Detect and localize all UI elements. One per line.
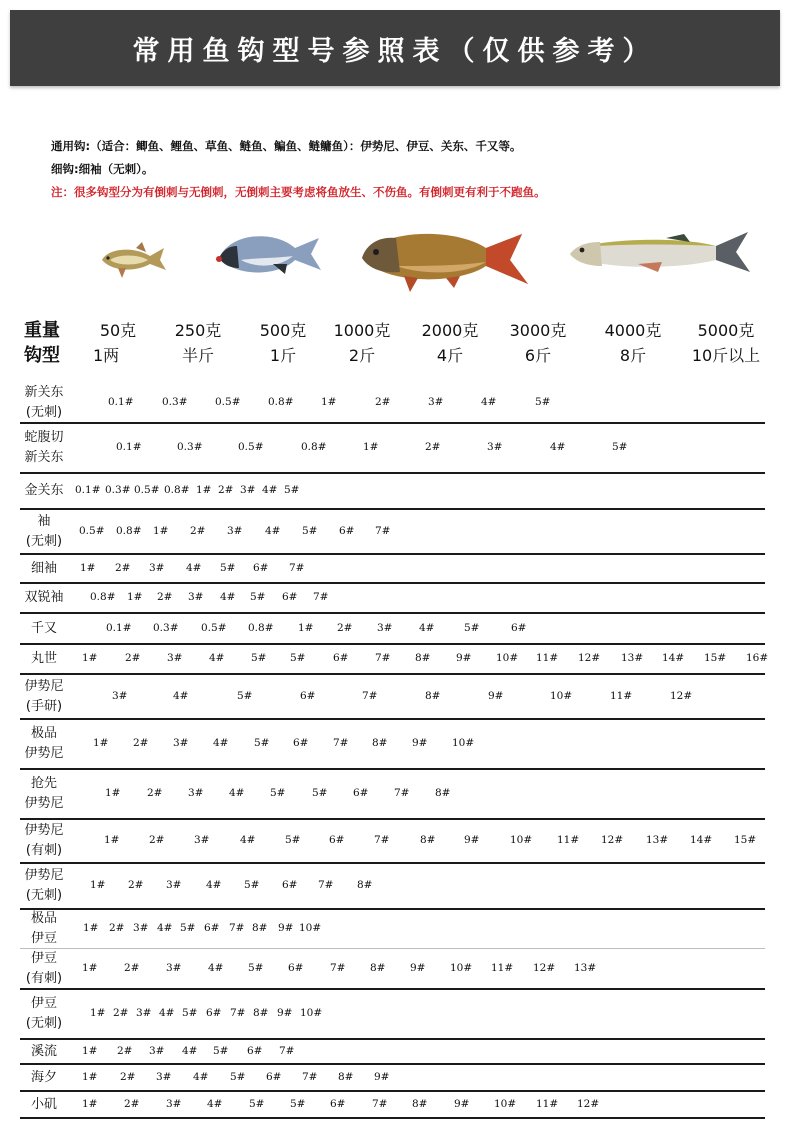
hook-size-cell: 6# — [329, 834, 345, 846]
hook-size-cell: 10# — [299, 922, 322, 934]
hook-size-cell: 12# — [578, 652, 601, 664]
hook-size-cell: 5# — [312, 787, 328, 799]
title-banner — [10, 10, 780, 86]
hook-type-label: 伊豆 — [30, 931, 57, 946]
hook-size-cell: 6# — [266, 1070, 282, 1083]
row-divider — [20, 673, 765, 675]
hook-size-cell: 7# — [375, 652, 391, 664]
hook-size-cell: 2# — [149, 834, 165, 846]
hook-size-cell: 8# — [420, 834, 436, 846]
hook-size-cell: 1# — [80, 561, 96, 574]
hook-type-label: 千又 — [30, 620, 57, 636]
hook-size-cell: 1# — [105, 787, 121, 799]
hook-size-cell: 3# — [166, 1097, 182, 1110]
hook-size-cell: 5# — [249, 1097, 265, 1110]
hook-type-name — [20, 1042, 68, 1062]
hook-size-cell: 5# — [237, 689, 253, 702]
hook-type-label: (无刺) — [25, 533, 63, 549]
hook-type-name — [20, 512, 68, 552]
hook-type-label: (有刺) — [25, 971, 63, 986]
hook-type-label: 丸世 — [30, 651, 57, 666]
hook-size-cell: 1# — [82, 1070, 98, 1083]
row-divider — [20, 582, 765, 584]
row-divider — [20, 508, 765, 510]
weight-jin: 10斤以上 — [691, 346, 761, 365]
hook-type-name — [20, 481, 68, 501]
hook-size-cell: 7# — [375, 524, 391, 537]
hook-size-cell: 3# — [377, 621, 393, 634]
hook-size-cell: 5# — [180, 922, 196, 934]
hook-size-cell: 10# — [300, 1007, 323, 1019]
hook-size-cell: 11# — [536, 1097, 559, 1110]
hook-size-cell: 3# — [188, 787, 204, 799]
hook-size-cell: 15# — [704, 652, 727, 664]
hook-type-label: 伊势尼 — [24, 868, 64, 883]
hook-size-cell: 3# — [166, 962, 182, 974]
hook-type-name — [20, 649, 68, 669]
note-general-hooks: 通用钩:（适合：鲫鱼、鲤鱼、草鱼、鲢鱼、鳊鱼、鲢鳙鱼）：伊势尼、伊豆、关东、千又等。 — [51, 139, 522, 153]
hook-size-cell: 6# — [288, 962, 304, 974]
hook-type-name — [20, 428, 68, 468]
hook-type-name — [20, 949, 68, 989]
row-divider — [20, 422, 765, 424]
hook-type-name — [20, 821, 68, 861]
hook-size-cell: 6# — [330, 1097, 346, 1110]
weight-column — [418, 318, 482, 368]
hook-size-cell: 5# — [250, 591, 266, 603]
hook-size-cell: 0.5# — [134, 484, 160, 496]
hook-size-cell: 0.8# — [164, 484, 190, 496]
weight-jin: 半斤 — [181, 346, 214, 365]
hook-size-cell: 1# — [82, 1097, 98, 1110]
hook-type-label: 新关东 — [24, 385, 64, 400]
hook-size-cell: 1# — [93, 737, 109, 749]
row-divider — [20, 1038, 765, 1040]
hook-size-cell: 4# — [550, 441, 566, 453]
weight-jin: 1两 — [93, 346, 120, 365]
hook-size-cell: 8# — [412, 1097, 428, 1110]
hook-size-cell: 6# — [333, 652, 349, 664]
hook-size-cell: 10# — [452, 737, 475, 749]
hook-type-name — [20, 1095, 68, 1115]
hook-type-name — [20, 724, 68, 764]
hook-size-cell: 6# — [353, 787, 369, 799]
hook-size-cell: 6# — [511, 621, 527, 634]
hook-size-cell: 0.5# — [215, 396, 241, 408]
hook-size-cell: 12# — [533, 962, 556, 974]
hook-size-cell: 3# — [487, 441, 503, 453]
weight-column — [93, 318, 143, 368]
weight-column — [506, 318, 570, 368]
hook-size-cell: 9# — [374, 1070, 390, 1083]
hook-type-label: (无刺) — [25, 405, 63, 420]
hook-size-cell: 10# — [450, 962, 473, 974]
hook-type-label: 伊势尼 — [24, 796, 64, 811]
hook-type-label: (无刺) — [25, 888, 63, 903]
row-divider — [20, 768, 765, 770]
hook-type-label: 双锐袖 — [24, 590, 64, 605]
hook-size-cell: 2# — [425, 441, 441, 453]
hook-type-label: 伊豆 — [30, 951, 57, 966]
hook-size-cell: 8# — [357, 879, 373, 891]
hook-size-cell: 3# — [136, 1007, 152, 1019]
hook-size-cell: 4# — [157, 922, 173, 934]
hook-size-cell: 5# — [248, 962, 264, 974]
weight-column — [256, 318, 310, 368]
hook-size-cell: 4# — [240, 834, 256, 846]
hook-type-label: 溪流 — [30, 1043, 57, 1059]
hook-size-cell: 2# — [115, 561, 131, 574]
hook-size-cell: 4# — [229, 787, 245, 799]
hook-type-name — [20, 559, 68, 579]
common-carp-image — [356, 222, 532, 294]
hook-type-name — [20, 909, 68, 949]
hook-size-cell: 7# — [394, 787, 410, 799]
hook-size-cell: 2# — [125, 652, 141, 664]
hook-size-cell: 0.5# — [79, 524, 105, 537]
hook-size-cell: 2# — [120, 1070, 136, 1083]
hook-size-cell: 10# — [496, 652, 519, 664]
hook-size-cell: 2# — [157, 591, 173, 603]
hook-size-cell: 5# — [182, 1007, 198, 1019]
hook-size-cell: 9# — [464, 834, 480, 846]
hook-size-cell: 13# — [621, 652, 644, 664]
hook-size-cell: 7# — [372, 1097, 388, 1110]
hook-size-cell: 5# — [285, 834, 301, 846]
hook-size-cell: 5# — [220, 561, 236, 574]
weight-column — [600, 318, 666, 368]
weight-grams: 50克 — [99, 321, 137, 340]
hook-size-cell: 0.5# — [201, 621, 227, 634]
hook-size-cell: 9# — [277, 1007, 293, 1019]
hook-size-cell: 6# — [300, 689, 316, 702]
hook-size-cell: 12# — [670, 689, 693, 702]
hook-size-cell: 5# — [535, 396, 551, 408]
hook-size-cell: 11# — [491, 962, 514, 974]
row-divider — [20, 1063, 765, 1065]
hook-size-cell: 3# — [112, 689, 128, 702]
hook-size-cell: 8# — [435, 787, 451, 799]
hook-size-cell: 10# — [510, 834, 533, 846]
hook-size-cell: 5# — [290, 1097, 306, 1110]
hook-size-cell: 5# — [251, 652, 267, 664]
hook-size-cell: 9# — [454, 1097, 470, 1110]
weight-jin: 2斤 — [348, 346, 376, 365]
row-divider — [20, 1090, 765, 1092]
hook-size-cell: 2# — [147, 787, 163, 799]
hook-size-cell: 4# — [265, 524, 281, 537]
hook-size-cell: 7# — [362, 689, 378, 702]
hook-size-cell: 3# — [133, 922, 149, 934]
hook-type-name — [20, 383, 68, 423]
hook-size-cell: 6# — [247, 1044, 263, 1057]
hook-size-cell: 0.3# — [153, 621, 179, 634]
notes-section — [51, 135, 546, 204]
hook-size-cell: 3# — [149, 1044, 165, 1057]
weight-grams: 3000克 — [509, 321, 567, 340]
hook-size-cell: 5# — [284, 484, 300, 496]
weight-grams: 250克 — [174, 321, 222, 340]
hook-size-cell: 9# — [456, 652, 472, 664]
weight-jin: 8斤 — [619, 346, 647, 365]
row-divider — [20, 553, 765, 555]
hook-size-cell: 7# — [289, 561, 305, 574]
hook-size-cell: 7# — [318, 879, 334, 891]
hook-size-cell: 5# — [270, 787, 286, 799]
hook-size-cell: 14# — [690, 834, 713, 846]
row-divider — [20, 948, 765, 949]
row-divider — [20, 818, 765, 820]
hook-type-name — [20, 774, 68, 814]
hook-type-label: (有刺) — [25, 843, 63, 858]
hook-size-cell: 1# — [196, 484, 212, 496]
hook-size-cell: 3# — [166, 879, 182, 891]
hook-type-name — [20, 619, 68, 639]
hook-type-name — [20, 1068, 68, 1088]
hook-type-label: 钩型 — [24, 345, 60, 366]
hook-size-cell: 4# — [182, 1044, 198, 1057]
hook-size-cell: 4# — [209, 652, 225, 664]
hook-size-cell: 2# — [128, 879, 144, 891]
hook-size-cell: 15# — [734, 834, 757, 846]
hook-size-cell: 0.8# — [90, 591, 116, 603]
hook-size-cell: 5# — [612, 441, 628, 453]
weight-jin: 6斤 — [524, 346, 552, 365]
hook-size-cell: 1# — [82, 652, 98, 664]
hook-type-label: 极品 — [30, 726, 57, 741]
hook-size-cell: 4# — [419, 621, 435, 634]
hook-size-cell: 2# — [117, 1044, 133, 1057]
hook-size-cell: 0.3# — [162, 396, 188, 408]
hook-size-cell: 1# — [127, 591, 143, 603]
row-divider — [20, 643, 765, 645]
weight-grams: 2000克 — [421, 321, 479, 340]
hook-size-cell: 5# — [213, 1044, 229, 1057]
hook-size-cell: 0.3# — [105, 484, 131, 496]
hook-size-cell: 0.1# — [75, 484, 101, 496]
hook-type-label: 海夕 — [30, 1069, 57, 1085]
hook-type-label: 细袖 — [30, 560, 57, 576]
hook-size-cell: 1# — [321, 396, 337, 408]
hook-size-cell: 2# — [375, 396, 391, 408]
row-divider — [20, 612, 765, 614]
hook-type-label: 袖 — [37, 513, 51, 529]
hook-size-cell: 1# — [90, 1007, 106, 1019]
hook-size-cell: 2# — [190, 524, 206, 537]
hook-size-cell: 7# — [302, 1070, 318, 1083]
hook-type-label: 蛇腹切 — [24, 430, 64, 445]
hook-size-cell: 11# — [536, 652, 559, 664]
hook-size-cell: 0.1# — [106, 621, 132, 634]
hook-size-cell: 11# — [557, 834, 580, 846]
weight-header — [0, 318, 790, 370]
hook-size-cell: 1# — [298, 621, 314, 634]
hook-size-cell: 0.8# — [248, 621, 274, 634]
page-title: 常用鱼钩型号参照表（仅供参考） — [132, 35, 658, 67]
hook-type-label: 伊豆 — [30, 996, 57, 1011]
hook-size-cell: 7# — [333, 737, 349, 749]
hook-size-cell: 13# — [574, 962, 597, 974]
hook-size-cell: 14# — [662, 652, 685, 664]
hook-type-name — [20, 588, 68, 608]
crucian-carp-image — [98, 238, 174, 280]
weight-grams: 4000克 — [604, 321, 662, 340]
hook-size-cell: 3# — [149, 561, 165, 574]
note-fine-hooks: 细钩:细袖（无刺）。 — [51, 162, 154, 176]
hook-size-cell: 1# — [104, 834, 120, 846]
hook-type-label: (手研) — [25, 698, 63, 714]
hook-size-cell: 1# — [153, 524, 169, 537]
hook-size-cell: 6# — [293, 737, 309, 749]
hook-size-cell: 6# — [282, 591, 298, 603]
hook-size-cell: 5# — [302, 524, 318, 537]
hook-size-cell: 5# — [244, 879, 260, 891]
hook-size-cell: 0.8# — [301, 441, 327, 453]
hook-type-label: (无刺) — [25, 1016, 63, 1031]
hook-size-cell: 7# — [229, 922, 245, 934]
hook-size-cell: 10# — [494, 1097, 517, 1110]
hook-size-cell: 6# — [204, 922, 220, 934]
hook-size-cell: 8# — [370, 962, 386, 974]
hook-type-name — [20, 866, 68, 906]
bream-image — [215, 228, 325, 278]
hook-size-cell: 4# — [193, 1070, 209, 1083]
hook-size-cell: 4# — [220, 591, 236, 603]
hook-size-cell: 2# — [113, 1007, 129, 1019]
hook-size-cell: 2# — [124, 1097, 140, 1110]
hook-type-name — [20, 677, 68, 717]
hook-type-label: 新关东 — [24, 450, 64, 465]
hook-size-cell: 0.5# — [238, 441, 264, 453]
weight-jin: 4斤 — [436, 346, 464, 365]
hook-type-name — [20, 994, 68, 1034]
grass-carp-image — [566, 228, 752, 276]
hook-size-cell: 3# — [156, 1070, 172, 1083]
hook-size-cell: 2# — [124, 962, 140, 974]
hook-size-cell: 16# — [746, 652, 769, 664]
weight-label: 重量 — [24, 320, 60, 341]
weight-grams: 500克 — [259, 321, 307, 340]
hook-size-cell: 8# — [425, 689, 441, 702]
hook-size-cell: 7# — [230, 1007, 246, 1019]
hook-size-cell: 11# — [610, 689, 633, 702]
hook-size-cell: 6# — [206, 1007, 222, 1019]
hook-size-cell: 0.1# — [108, 396, 134, 408]
hook-size-cell: 3# — [240, 484, 256, 496]
weight-column — [330, 318, 394, 368]
hook-size-cell: 3# — [173, 737, 189, 749]
hook-size-cell: 1# — [83, 922, 99, 934]
hook-size-cell: 1# — [363, 441, 379, 453]
hook-size-cell: 10# — [550, 689, 573, 702]
hook-size-cell: 4# — [186, 561, 202, 574]
hook-size-cell: 6# — [253, 561, 269, 574]
hook-size-cell: 4# — [173, 689, 189, 702]
hook-size-cell: 2# — [218, 484, 234, 496]
hook-size-cell: 8# — [415, 652, 431, 664]
row-divider — [20, 472, 765, 474]
hook-size-cell: 1# — [82, 1044, 98, 1057]
row-divider — [20, 1117, 765, 1119]
hook-size-cell: 7# — [313, 591, 329, 603]
hook-size-cell: 3# — [188, 591, 204, 603]
hook-size-cell: 0.1# — [116, 441, 142, 453]
hook-size-cell: 8# — [338, 1070, 354, 1083]
hook-type-label: 伊势尼 — [24, 823, 64, 838]
row-divider — [20, 908, 765, 910]
hook-size-cell: 5# — [254, 737, 270, 749]
hook-type-label: 小矶 — [30, 1096, 57, 1112]
hook-size-cell: 4# — [208, 962, 224, 974]
hook-size-cell: 0.8# — [116, 524, 142, 537]
hook-size-cell: 3# — [167, 652, 183, 664]
hook-size-cell: 3# — [227, 524, 243, 537]
hook-size-cell: 5# — [290, 652, 306, 664]
hook-size-cell: 9# — [410, 962, 426, 974]
hook-size-cell: 8# — [253, 1007, 269, 1019]
weight-jin: 1斤 — [269, 346, 297, 365]
hook-size-cell: 0.8# — [268, 396, 294, 408]
hook-type-label: 极品 — [30, 911, 57, 926]
hook-size-cell: 12# — [601, 834, 624, 846]
hook-size-cell: 1# — [90, 879, 106, 891]
weight-column — [170, 318, 226, 368]
hook-size-cell: 4# — [206, 879, 222, 891]
hook-size-cell: 9# — [488, 689, 504, 702]
hook-size-cell: 13# — [646, 834, 669, 846]
hook-size-cell: 6# — [339, 524, 355, 537]
weight-column — [686, 318, 766, 368]
hook-size-cell: 8# — [252, 922, 268, 934]
hook-size-cell: 4# — [262, 484, 278, 496]
note-warning: 注：很多钩型分为有倒刺与无倒刺，无倒刺主要考虑将鱼放生、不伤鱼。有倒刺更有利于不跑鱼。 — [51, 185, 546, 199]
hook-size-cell: 8# — [372, 737, 388, 749]
weight-grams: 1000克 — [333, 321, 391, 340]
hook-size-cell: 4# — [213, 737, 229, 749]
hook-size-cell: 4# — [481, 396, 497, 408]
hook-size-cell: 3# — [428, 396, 444, 408]
hook-size-cell: 9# — [278, 922, 294, 934]
hook-type-label: 伊势尼 — [24, 746, 64, 761]
hook-size-cell: 1# — [82, 962, 98, 974]
hook-type-label: 金关东 — [24, 483, 64, 498]
hook-size-cell: 12# — [577, 1097, 600, 1110]
hook-size-cell: 7# — [279, 1044, 295, 1057]
hook-size-cell: 2# — [109, 922, 125, 934]
hook-size-cell: 6# — [282, 879, 298, 891]
row-divider — [20, 988, 765, 990]
weight-grams: 5000克 — [697, 321, 755, 340]
weight-row-labels — [24, 318, 60, 368]
hook-size-cell: 9# — [412, 737, 428, 749]
row-divider — [20, 862, 765, 864]
row-divider — [20, 718, 765, 720]
hook-size-cell: 4# — [159, 1007, 175, 1019]
hook-size-cell: 5# — [464, 621, 480, 634]
hook-size-cell: 2# — [337, 621, 353, 634]
hook-type-label: 抢先 — [30, 776, 57, 791]
hook-size-cell: 4# — [207, 1097, 223, 1110]
hook-size-cell: 2# — [133, 737, 149, 749]
hook-size-cell: 7# — [330, 962, 346, 974]
hook-size-cell: 5# — [230, 1070, 246, 1083]
hook-size-cell: 7# — [374, 834, 390, 846]
hook-type-label: 伊势尼 — [24, 678, 64, 694]
hook-size-cell: 3# — [194, 834, 210, 846]
hook-size-cell: 0.3# — [177, 441, 203, 453]
